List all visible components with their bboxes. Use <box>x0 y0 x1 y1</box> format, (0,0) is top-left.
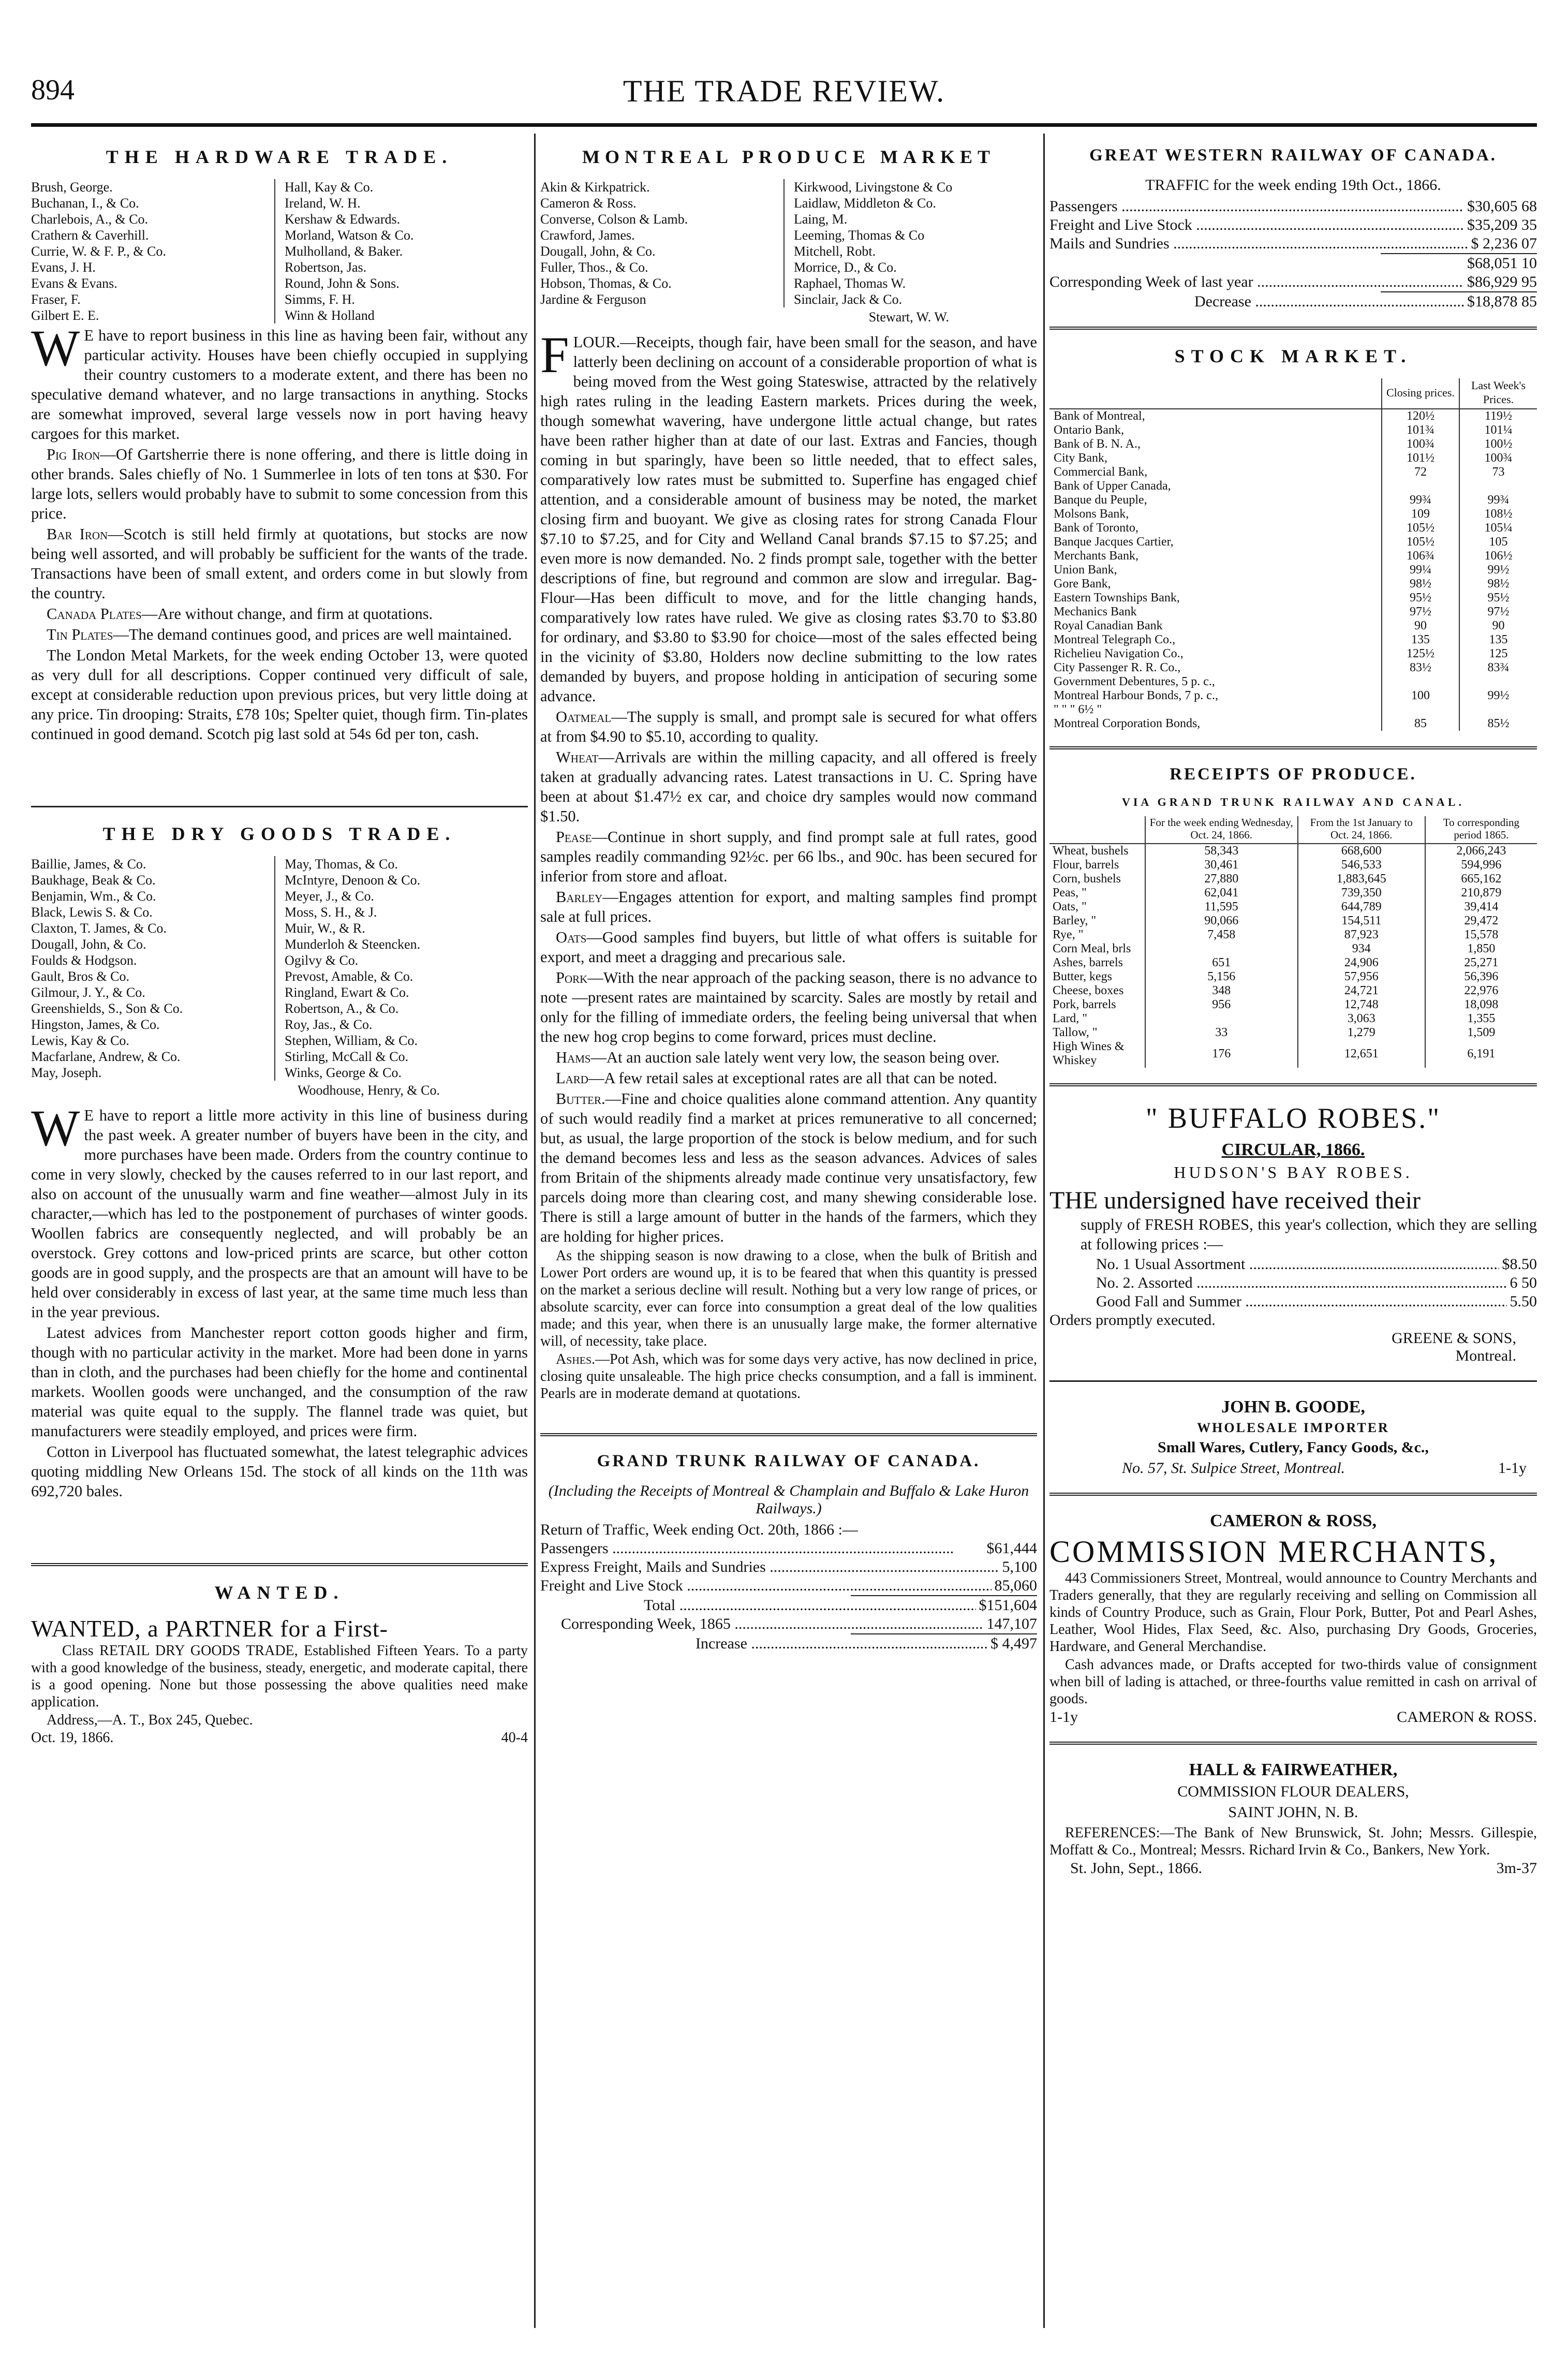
stock-row: Banque Jacques Cartier, 105½ 105 <box>1049 535 1537 549</box>
stock-row: Royal Canadian Bank 90 90 <box>1049 619 1537 633</box>
firm-name: Foulds & Hodgson. <box>31 953 137 968</box>
receipts-row: High Wines & Whiskey 176 12,651 6,191 <box>1049 1040 1537 1068</box>
receipts-row: Ashes, barrels 651 24,906 25,271 <box>1049 956 1537 970</box>
stock-row: Government Debentures, 5 p. c., <box>1049 675 1537 689</box>
firm-name: Stirling, McCall & Co. <box>285 1049 409 1064</box>
cameron-text-2: Cash advances made, or Drafts accepted for two-thirds value of consignment when bill of lading is attached, or three-fourths value remitted in cash on arrival of goods. <box>1049 1657 1537 1707</box>
firm-name: Meyer, J., & Co. <box>285 889 374 904</box>
firm-name: McIntyre, Denoon & Co. <box>285 873 421 888</box>
traffic-row: Freight and Live Stock ..... $35,209 35 <box>1049 216 1537 234</box>
buffalo-lead: THE undersigned have received their <box>1049 1187 1421 1214</box>
tin-plates-paragraph: Tin Plates—The demand continues good, and prices are well maintained. <box>47 626 512 643</box>
drygoods-paragraph-1: WE have to report a little more activity in this line of business during the past week. A greater number of buyers have been in the city, and more purchases have been made. Orders from the country continue to come in very slowly, checked by the causes referred to in our last report, and also on account of the unusually warm and fine weather—almost July in its character,—which has led to the postponement of purchases of winter goods. Woollen fabrics are consequently neglected, and will probably be an overstock. Grey cottons and low-priced prints are scarce, but other cotton goods are in good supply, and the prospects are that an amount will have to be held over considerably in excess of last year, at the same time much less than in the year previous. <box>31 1099 528 1321</box>
firm-list-right <box>783 179 1037 307</box>
buffalo-orders: Orders promptly executed. <box>1049 1311 1216 1329</box>
hall-footer <box>1049 1860 1537 1877</box>
pease-paragraph: Pease—Continue in short supply, and find prompt sale at full rates, good samples readily commanding 92½c. per 66 lbs., and 90c. has been secured for inferior from store and afloat. <box>540 828 1037 885</box>
firm-name: Dougall, John, & Co. <box>540 244 656 259</box>
stock-row: Commercial Bank, 72 73 <box>1049 465 1537 479</box>
goode-name: JOHN B. GOODE, <box>1221 1397 1365 1417</box>
stock-table <box>1049 378 1537 731</box>
receipts-row: Corn, bushels 27,880 1,883,645 665,162 <box>1049 872 1537 886</box>
firm-name: Round, John & Sons. <box>285 276 400 291</box>
stock-row: Merchants Bank, 106¾ 106½ <box>1049 549 1537 563</box>
drygoods-heading: THE DRY GOODS TRADE. <box>102 823 456 844</box>
bar-iron-paragraph: Bar Iron—Scotch is still held firmly at quotations, but stocks are now being well assorted, and will probably be sufficient for the wants of the trade. Transactions have been of small extent, and orders come in but slowly from the country. <box>31 525 528 602</box>
stock-row: City Bank, 101½ 100¾ <box>1049 451 1537 465</box>
receipts-row: Corn Meal, brls 934 1,850 <box>1049 942 1537 956</box>
drygoods-paragraph-2: Latest advices from Manchester report cotton goods higher and firm, though with no particular activity in the market. More had been done in yarns than in cloth, and the purchases had been chiefly for the home and continental markets. Woollen goods were unchanged, and the consumption of the raw material was quite equal to the supply. The flannel trade was quiet, but manufacturers were steadily employed, and prices were firm. <box>31 1324 528 1440</box>
stock-row: City Passenger R. R. Co., 83½ 83¾ <box>1049 661 1537 675</box>
stock-row: " " " 6½ " <box>1049 703 1537 717</box>
firm-name: Laidlaw, Middleton & Co. <box>794 196 936 211</box>
firm-name: Claxton, T. James, & Co. <box>31 921 167 936</box>
stock-row: Montreal Telegraph Co., 135 135 <box>1049 633 1537 647</box>
great-western-heading: GREAT WESTERN RAILWAY OF CANADA. <box>1089 146 1497 165</box>
firm-name: Morrice, D., & Co. <box>794 260 897 275</box>
section-rule <box>1049 1493 1537 1496</box>
page-number: 894 <box>31 74 75 106</box>
receipts-row: Butter, kegs 5,156 57,956 56,396 <box>1049 970 1537 984</box>
traffic-row: Passengers ..... $30,605 68 <box>1049 197 1537 216</box>
firm-name: Laing, M. <box>794 212 848 227</box>
receipts-row: Cheese, boxes 348 24,721 22,976 <box>1049 984 1537 998</box>
firm-name: Stephen, William, & Co. <box>285 1033 418 1048</box>
wheat-paragraph: Wheat—Arrivals are within the milling capacity, and all offered is freely taken at gradually advancing rates. Latest transactions in U. C. Spring have been at about $1.47½ ex car, and choice dry samples would now command $1.50. <box>540 748 1037 825</box>
drygoods-paragraph-3: Cotton in Liverpool has fluctuated somewhat, the latest telegraphic advices quoting middling New Orleans 15d. The stock of all kinds on the 11th was 692,720 bales. <box>31 1443 528 1500</box>
buffalo-prices <box>1049 1255 1537 1311</box>
firm-name: Cameron & Ross. <box>540 196 637 211</box>
canada-plates-paragraph: Canada Plates—Are without change, and firm at quotations. <box>47 605 433 623</box>
firm-name: Mitchell, Robt. <box>794 244 876 259</box>
firm-name: Moss, S. H., & J. <box>285 905 377 920</box>
firm-name: Sinclair, Jack & Co. <box>794 292 903 307</box>
firm-name: Evans, J. H. <box>31 260 96 275</box>
hall-sub: COMMISSION FLOUR DEALERS, <box>1177 1783 1409 1800</box>
goode-address: No. 57, St. Sulpice Street, Montreal. <box>1122 1460 1345 1477</box>
great-western-rows <box>1049 197 1537 253</box>
stock-row: Bank of Upper Canada, <box>1049 479 1537 493</box>
receipts-row: Peas, " 62,041 739,350 210,879 <box>1049 886 1537 900</box>
section-rule <box>31 806 528 807</box>
cameron-footer <box>1049 1708 1537 1726</box>
firm-list-left <box>540 179 783 307</box>
wanted-footer <box>31 1730 528 1746</box>
firm-name: Jardine & Ferguson <box>540 292 646 307</box>
firm-name: Currie, W. & F. P., & Co. <box>31 244 166 259</box>
firm-name: Macfarlane, Andrew, & Co. <box>31 1049 181 1064</box>
column-divider <box>534 134 536 2328</box>
column-middle <box>540 136 1037 2340</box>
firm-list-footer: Stewart, W. W. <box>868 310 949 325</box>
stock-col-name <box>1049 378 1382 409</box>
oats-paragraph: Oats—Good samples find buyers, but little of what offers is suitable for export, and meet a dragging and precarious sale. <box>540 929 1037 966</box>
hall-name: HALL & FAIRWEATHER, <box>1189 1760 1398 1779</box>
great-western-corresponding: Corresponding Week of last year ..... $86,929 95 <box>1049 273 1537 291</box>
firm-name: Black, Lewis S. & Co. <box>31 905 153 920</box>
firm-name: Akin & Kirkpatrick. <box>540 180 650 195</box>
hall-place: SAINT JOHN, N. B. <box>1228 1804 1358 1821</box>
firm-name: Charlebois, A., & Co. <box>31 212 149 227</box>
stock-row: Mechanics Bank 97½ 97½ <box>1049 605 1537 619</box>
section-rule <box>1049 1742 1537 1745</box>
great-western-sum: $68,051 10 <box>1467 255 1537 272</box>
stock-col-closing: Closing prices. <box>1382 378 1459 409</box>
wanted-code: 40-4 <box>501 1730 528 1746</box>
firm-name: Kirkwood, Livingstone & Co <box>794 180 953 195</box>
receipts-row: Oats, " 11,595 644,789 39,414 <box>1049 900 1537 914</box>
section-rule <box>1049 327 1537 330</box>
butter-paragraph: Butter.—Fine and choice qualities alone command attention. Any quantity of such would readily find a market at prices remunerative to all concerned; but, as usual, the large proportion of the stock is below medium, and for such the demand becomes less and less as the season advances. Advices of sales from Britain of the shipments already made continue very unsatisfactory, few parcels doing more than clearing cost, and many shewing considerable lose. There is still a large amount of butter in the hands of the farmers, which they are holding for higher prices. <box>540 1090 1037 1245</box>
shipping-paragraph: As the shipping season is now drawing to a close, when the bulk of British and Lower Port orders are wound up, it is to be feared that when this quantity is pressed on the market a serious decline will result. Nothing but a very low range of prices, or absolute scarcity, ever can force into consumption a great deal of the low qualities made; and this year, when there is an unusually large make, the former alternative will, of necessity, take place. <box>540 1248 1037 1349</box>
stock-row: Banque du Peuple, 99¾ 99¾ <box>1049 493 1537 507</box>
section-rule <box>540 1433 1037 1436</box>
goode-footer <box>1049 1460 1537 1477</box>
price-row: Good Fall and Summer ..... 5.50 <box>1096 1292 1537 1311</box>
stock-row: Molsons Bank, 109 108½ <box>1049 507 1537 521</box>
firm-name: Lewis, Kay & Co. <box>31 1033 129 1048</box>
buffalo-signature: GREENE & SONS, <box>1392 1330 1516 1347</box>
price-row: No. 1 Usual Assortment ..... $8.50 <box>1096 1255 1537 1274</box>
price-row: No. 2. Assorted ..... 6 50 <box>1096 1274 1537 1292</box>
column-left <box>31 136 528 2340</box>
produce-firms <box>540 179 1037 307</box>
receipts-col-name <box>1049 816 1145 844</box>
firm-name: Ogilvy & Co. <box>285 953 359 968</box>
receipts-rows <box>1049 844 1537 1068</box>
firm-name: Mulholland, & Baker. <box>285 244 403 259</box>
firm-name: Baillie, James, & Co. <box>31 857 146 872</box>
receipts-col-year: From the 1st January to Oct. 24, 1866. <box>1298 816 1425 844</box>
firm-name: Raphael, Thomas W. <box>794 276 906 291</box>
receipts-row: Rye, " 7,458 87,923 15,578 <box>1049 928 1537 942</box>
page-header <box>31 67 1537 129</box>
firm-name: Leeming, Thomas & Co <box>794 228 925 243</box>
london-metal-paragraph: The London Metal Markets, for the week ending October 13, were quoted as very dull for all descriptions. Copper continued very difficult of sale, except at considerable reduction upon previous prices, but very little doing at any price. Tin drooping: Straits, £78 10s; Spelter quiet, though firm. Tin-plates continued in good demand. Scotch pig last sold at 54s 6d per ton, cash. <box>31 646 528 743</box>
masthead-title: THE TRADE REVIEW. <box>623 74 945 108</box>
grand-trunk-subheading: (Including the Receipts of Montreal & Champlain and Buffalo & Lake Huron Railways.) <box>548 1482 1029 1517</box>
receipts-row: Flour, barrels 30,461 546,533 594,996 <box>1049 858 1537 872</box>
cameron-name: CAMERON & ROSS, <box>1209 1511 1377 1530</box>
grand-trunk-intro: Return of Traffic, Week ending Oct. 20th, 1866 :— <box>540 1521 858 1538</box>
firm-name: Crawford, James. <box>540 228 635 243</box>
wanted-headline: WANTED, a PARTNER for a First- <box>31 1615 388 1642</box>
stock-row: Eastern Townships Bank, 95½ 95½ <box>1049 591 1537 605</box>
stock-row: Montreal Harbour Bonds, 7 p. c., 100 99½ <box>1049 689 1537 703</box>
receipts-row: Pork, barrels 956 12,748 18,098 <box>1049 998 1537 1012</box>
firm-list-left <box>31 856 274 1081</box>
stock-row: Montreal Corporation Bonds, 85 85½ <box>1049 717 1537 731</box>
hall-date: St. John, Sept., 1866. <box>1070 1860 1203 1877</box>
buffalo-sub: HUDSON'S BAY ROBES. <box>1174 1163 1413 1182</box>
firm-name: Gilbert E. E. <box>31 308 99 323</box>
firm-name: Hobson, Thomas, & Co. <box>540 276 672 291</box>
great-western-decrease: Decrease ..... $18,878 85 <box>1049 292 1537 311</box>
cameron-headline: COMMISSION MERCHANTS, <box>1049 1535 1499 1569</box>
wanted-address: Address,—A. T., Box 245, Quebec. <box>47 1712 253 1728</box>
wanted-heading: WANTED. <box>214 1582 345 1603</box>
firm-name: Evans & Evans. <box>31 276 117 291</box>
firm-name: Fuller, Thos., & Co. <box>540 260 648 275</box>
firm-name: Winks, George & Co. <box>285 1065 402 1080</box>
receipts-row: Tallow, " 33 1,279 1,509 <box>1049 1026 1537 1040</box>
drygoods-firms <box>31 856 528 1081</box>
section-rule <box>1049 746 1537 749</box>
stock-heading: STOCK MARKET. <box>1174 346 1412 366</box>
firm-name: Prevost, Amable, & Co. <box>285 969 413 984</box>
firm-name: Simms, F. H. <box>285 292 355 307</box>
lard-paragraph: Lard—A few retail sales at exceptional rates are all that can be noted. <box>556 1069 998 1087</box>
traffic-row: Freight and Live Stock ..... 85,060 <box>540 1576 1037 1595</box>
firm-name: Muir, W., & R. <box>285 921 365 936</box>
column-divider <box>1043 134 1045 2328</box>
header-rule <box>31 123 1537 127</box>
stock-row: Gore Bank, 98½ 98½ <box>1049 577 1537 591</box>
wanted-date: Oct. 19, 1866. <box>31 1730 114 1746</box>
hall-code: 3m-37 <box>1496 1860 1537 1877</box>
firm-name: Morland, Watson & Co. <box>285 228 414 243</box>
receipts-row: Wheat, bushels 58,343 668,600 2,066,243 <box>1049 844 1537 858</box>
firm-name: Buchanan, I., & Co. <box>31 196 139 211</box>
flour-paragraph: FLOUR.—Receipts, though fair, have been small for the season, and have latterly been declining on account of a considerable proportion of what is being moved from the West going Stateswise, attracted by the relatively high rates ruling in the leading Eastern markets. Prices during the week, though somewhat wavering, have undergone little actual change, but rates have been rather higher than at date of our last. Extras and Fancies, though coming in but sparingly, have been so little needed, that to effect sales, comparatively low rates must be submitted to. Superfine has engaged chief attention, and a considerable amount of business may be noted, the market closing firm and buoyant. We give as closing rates for strong Canada Flour $7.10 to $7.25, and for City and Welland Canal brands $7.15 to $7.25; and even more is now demanded. No. 2 finds prompt sale, together with the better descriptions of fine, but reground and common are slow and irregular. Bag-Flour—Has been difficult to move, and for the little changing hands, comparatively low rates have ruled. We give as closing rates $3.70 to $3.80 for ordinary, and $3.80 to $3.90 for choice—most of the sales effected being in the vicinity of $3.80, Holders now decline submitting to the low rates demanded by buyers, and propose holding in anticipation of securing some advance. <box>540 326 1037 705</box>
goode-code: 1-1y <box>1498 1460 1527 1477</box>
firm-name: May, Joseph. <box>31 1065 102 1080</box>
firm-name: Hall, Kay & Co. <box>285 180 374 195</box>
stock-row: Bank of Toronto, 105½ 105¼ <box>1049 521 1537 535</box>
cameron-signature: CAMERON & ROSS. <box>1397 1708 1537 1726</box>
firm-list-left <box>31 179 274 323</box>
firm-name: Converse, Colson & Lamb. <box>540 212 688 227</box>
firm-list-footer: Woodhouse, Henry, & Co. <box>298 1083 440 1098</box>
firm-list-right <box>274 179 528 323</box>
firm-name: Baukhage, Beak & Co. <box>31 873 156 888</box>
buffalo-circular: CIRCULAR, 1866. <box>1221 1140 1365 1159</box>
stock-row: Bank of B. N. A., 100¾ 100½ <box>1049 437 1537 451</box>
hall-references: REFERENCES:—The Bank of New Brunswick, St. John; Messrs. Gillespie, Moffatt & Co., Montreal; Messrs. Richard Irvin & Co., Bankers, New York. <box>1049 1825 1537 1858</box>
firm-name: Dougall, John, & Co. <box>31 937 146 952</box>
goode-sub: WHOLESALE IMPORTER <box>1197 1420 1389 1435</box>
firm-name: Greenshields, S., Son & Co. <box>31 1001 183 1016</box>
great-western-table <box>1049 197 1537 311</box>
hardware-intro: WE have to report business in this line as having been fair, without any particular activity. Houses have been chiefly occupied in supplying their country customers to a moderate extent, and there has been no speculative demand whatever, and no large transactions in anything. Stocks are somewhat improved, several large vessels now in port having heavy cargoes for this market. <box>31 319 528 443</box>
traffic-row: Passengers ..... $61,444 <box>540 1539 1037 1558</box>
hardware-firms <box>31 179 528 323</box>
firm-name: Ireland, W. H. <box>285 196 361 211</box>
stock-row: Union Bank, 99¼ 99½ <box>1049 563 1537 577</box>
buffalo-title: " BUFFALO ROBES." <box>1145 1102 1441 1134</box>
ashes-paragraph: Ashes.—Pot Ash, which was for some days very active, has now declined in price, closing quite unsaleable. The high price checks consumption, and a fall is imminent. Pearls are in moderate demand at quotations. <box>540 1351 1037 1402</box>
traffic-row: Mails and Sundries ..... $ 2,236 07 <box>1049 234 1537 253</box>
goode-line: Small Wares, Cutlery, Fancy Goods, &c., <box>1158 1439 1429 1456</box>
firm-name: Kershaw & Edwards. <box>285 212 401 227</box>
cameron-code: 1-1y <box>1049 1708 1078 1726</box>
stock-row: Richelieu Navigation Co., 125½ 125 <box>1049 647 1537 661</box>
firm-name: Hingston, James, & Co. <box>31 1017 160 1032</box>
firm-name: Ringland, Ewart & Co. <box>285 985 409 1000</box>
firm-name: May, Thomas, & Co. <box>285 857 398 872</box>
firm-name: Robertson, A., & Co. <box>285 1001 399 1016</box>
section-rule <box>1049 1380 1537 1382</box>
pig-iron-paragraph: Pig Iron—Of Gartsherrie there is none offering, and there is little doing in other brands. Sales chiefly of No. 1 Summerlee in lots of ten tons at $30. For large lots, sellers would probably have to submit to some concession from this price. <box>31 446 528 522</box>
barley-paragraph: Barley—Engages attention for export, and malting samples find prompt sale at full prices. <box>540 888 1037 925</box>
receipts-table <box>1049 816 1537 1068</box>
firm-name: Benjamin, Wm., & Co. <box>31 889 156 904</box>
column-right <box>1049 136 1537 2340</box>
stock-col-last: Last Week's Prices. <box>1459 378 1537 409</box>
firm-name: Robertson, Jas. <box>285 260 367 275</box>
firm-list-right <box>274 856 528 1081</box>
firm-name: Fraser, F. <box>31 292 81 307</box>
receipts-col-week: For the week ending Wednesday, Oct. 24, 1866. <box>1145 816 1298 844</box>
oatmeal-paragraph: Oatmeal—The supply is small, and prompt sale is secured for what offers at from $4.90 to $5.10, according to quality. <box>540 708 1037 745</box>
hardware-heading: THE HARDWARE TRADE. <box>106 146 453 167</box>
stock-rows <box>1049 409 1537 731</box>
receipts-subheading: VIA GRAND TRUNK RAILWAY AND CANAL. <box>1121 795 1465 808</box>
firm-name: Munderloh & Steencken. <box>285 937 421 952</box>
buffalo-text: supply of FRESH ROBES, this year's collection, which they are selling at following prices :— <box>1081 1216 1537 1253</box>
produce-heading: MONTREAL PRODUCE MARKET <box>582 146 996 167</box>
great-western-subheading: TRAFFIC for the week ending 19th Oct., 1866. <box>1145 176 1441 194</box>
receipts-col-prior: To corresponding period 1865. <box>1425 816 1537 844</box>
firm-name: Crathern & Caverhill. <box>31 228 149 243</box>
grand-trunk-rows <box>540 1539 1037 1595</box>
firm-name: Roy, Jas., & Co. <box>285 1017 373 1032</box>
receipts-row: Barley, " 90,066 154,511 29,472 <box>1049 914 1537 928</box>
grand-trunk-heading: GRAND TRUNK RAILWAY OF CANADA. <box>597 1452 981 1470</box>
section-rule <box>31 1563 528 1566</box>
buffalo-place: Montreal. <box>1455 1347 1516 1364</box>
cameron-text: 443 Commissioners Street, Montreal, would announce to Country Merchants and Traders generally, that they are regularly receiving and selling on Commission all kinds of Country Produce, such as Grain, Flour Pork, Butter, Pot and Pearl Ashes, Leather, Wool Hides, Flax Seed, &c. Also, purchasing Dry Goods, Groceries, Hardware, and General Merchandise. <box>1049 1570 1537 1655</box>
grand-trunk-corresponding: Corresponding Week, 1865 ..... 147,107 <box>540 1615 1037 1633</box>
receipts-row: Lard, " 3,063 1,355 <box>1049 1012 1537 1026</box>
pork-paragraph: Pork—With the near approach of the packing season, there is no advance to note —present rates are maintained by scarcity. Sales are mostly by retail and only for the filling of immediate orders, the feeling being universal that when the new hog crop begins to come forward, prices must decline. <box>540 969 1037 1045</box>
receipts-heading: RECEIPTS OF PRODUCE. <box>1170 765 1417 784</box>
grand-trunk-increase: Increase ..... $ 4,497 <box>540 1634 1037 1653</box>
grand-trunk-table <box>540 1521 1037 1653</box>
wanted-text: Class RETAIL DRY GOODS TRADE, Established Fifteen Years. To a party with a good knowledge of the business, steady, energetic, and moderate capital, there is a good opening. None but those possessing the above qualities need make application. <box>31 1643 528 1710</box>
traffic-row: Express Freight, Mails and Sundries ..... 5,100 <box>540 1558 1037 1576</box>
section-rule <box>1049 1083 1537 1086</box>
firm-name: Winn & Holland <box>285 308 375 323</box>
firm-name: Gault, Bros & Co. <box>31 969 129 984</box>
firm-name: Brush, George. <box>31 180 113 195</box>
firm-name: Gilmour, J. Y., & Co. <box>31 985 145 1000</box>
hams-paragraph: Hams—At an auction sale lately went very low, the season being over. <box>556 1049 1000 1066</box>
stock-row: Bank of Montreal, 120½ 119½ <box>1049 409 1537 423</box>
grand-trunk-total: Total ..... $151,604 <box>540 1596 1037 1615</box>
stock-row: Ontario Bank, 101¾ 101¼ <box>1049 423 1537 437</box>
